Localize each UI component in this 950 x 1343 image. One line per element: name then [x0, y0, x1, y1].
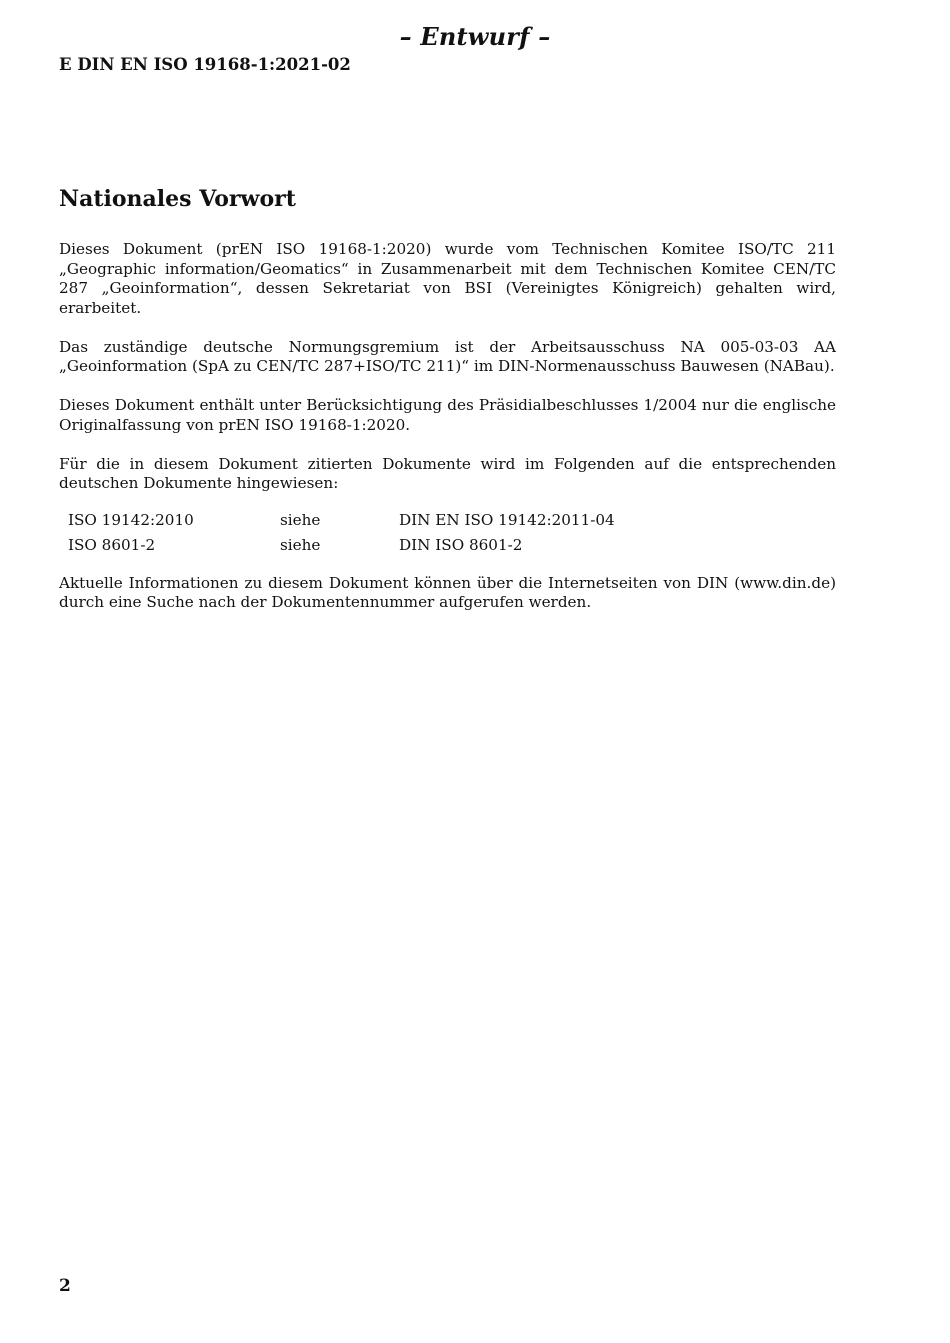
- table-row: [59, 508, 699, 534]
- table-row: [59, 533, 699, 559]
- reference-source: ISO 8601-2: [68, 536, 156, 554]
- reference-relation: siehe: [280, 510, 321, 529]
- reference-source: ISO 19142:2010: [68, 510, 194, 529]
- paragraph-committee: Das zuständige deutsche Normungsgremium ist der Arbeitsausschuss NA 005-03-03 AA „Geoinformation (SpA zu CEN/TC 287+ISO/TC 211)“ im DIN-Normenausschuss Bauwesen (NABau).: [59, 337, 836, 375]
- draft-label: – Entwurf –: [399, 22, 551, 51]
- reference-target: DIN EN ISO 19142:2011-04: [399, 510, 615, 529]
- reference-target: DIN ISO 8601-2: [399, 536, 523, 554]
- reference-table: [59, 508, 699, 559]
- document-id: E DIN EN ISO 19168-1:2021-02: [59, 55, 351, 74]
- paragraph-origin: Dieses Dokument (prEN ISO 19168-1:2020) wurde vom Technischen Komitee ISO/TC 211 „Geographic information/Geomatics“ in Zusammenarbeit mit dem Technischen Komitee CEN/TC 287 „Geoinformation“, dessen Sekretariat von BSI (Vereinigtes Königreich) gehalten wird, erarbeitet.: [59, 240, 836, 317]
- section-heading: Nationales Vorwort: [59, 186, 296, 212]
- paragraph-references-intro: Für die in diesem Dokument zitierten Dokumente wird im Folgenden auf die entsprechenden deutschen Dokumente hingewiesen:: [59, 454, 836, 492]
- paragraph-language: Dieses Dokument enthält unter Berücksichtigung des Präsidialbeschlusses 1/2004 nur die englische Originalfassung von prEN ISO 19168-1:2020.: [59, 396, 836, 434]
- paragraph-closing: Aktuelle Informationen zu diesem Dokument können über die Internetseiten von DIN (www.din.de) durch eine Suche nach der Dokumentennummer aufgerufen werden.: [59, 573, 836, 611]
- document-body: [59, 240, 836, 632]
- reference-relation: siehe: [280, 536, 321, 554]
- page-number: 2: [59, 1276, 71, 1296]
